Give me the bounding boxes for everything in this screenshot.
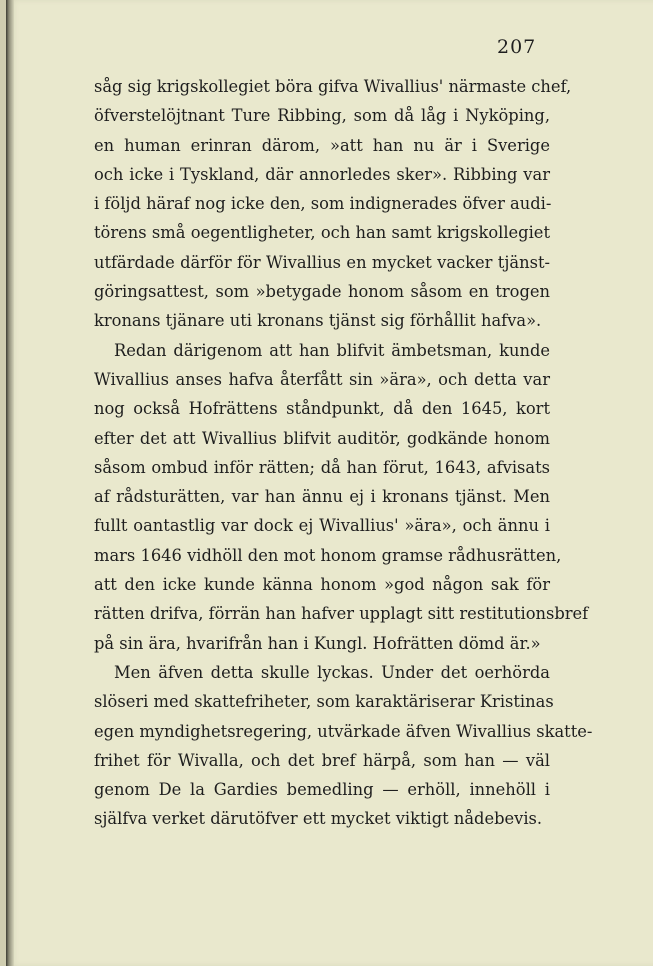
- text-line: utfärdade därför för Wivallius en mycket vacker tjänst-: [94, 252, 550, 272]
- text-line: mars 1646 vidhöll den mot honom gramse rådhusrätten,: [94, 545, 562, 565]
- text-line: fullt oantastlig var dock ej Wivallius' »ära», och ännu i: [94, 516, 550, 536]
- text-line: i följd häraf nog icke den, som indignerades öfver audi-: [94, 194, 552, 214]
- text-line: en human erinran därom, »att han nu är i Sverige: [94, 135, 550, 155]
- text-line: efter det att Wivallius blifvit auditör, godkände honom: [94, 428, 550, 448]
- text-line: såg sig krigskollegiet böra gifva Wivallius' närmaste chef,: [94, 77, 572, 96]
- text-line: såsom ombud inför rätten; då han förut, 1643, afvisats: [94, 457, 550, 477]
- text-line: nog också Hofrättens ståndpunkt, då den 1645, kort: [94, 399, 550, 419]
- text-line: Redan därigenom att han blifvit ämbetsman, kunde: [114, 340, 550, 360]
- text-line: att den icke kunde känna honom »god någon sak för: [94, 575, 550, 595]
- text-line: själfva verket därutöfver ett mycket viktigt nådebevis.: [94, 809, 543, 829]
- text-line: kronans tjänare uti kronans tjänst sig förhållit hafva».: [94, 311, 542, 331]
- text-line: och icke i Tyskland, där annorledes sker». Ribbing var: [94, 164, 550, 184]
- text-line: egen myndighetsregering, utvärkade äfven Wivallius skatte-: [94, 721, 593, 741]
- text-line: Men äfven detta skulle lyckas. Under det oerhörda: [114, 662, 550, 682]
- text-line: törens små oegentligheter, och han samt krigskollegiet: [94, 223, 550, 243]
- page-binding-edge: [6, 0, 14, 966]
- text-line: göringsattest, som »betygade honom såsom en trogen: [94, 282, 550, 302]
- text-line: af rådsturätten, var han ännu ej i kronans tjänst. Men: [94, 487, 550, 507]
- text-line: på sin ära, hvarifrån han i Kungl. Hofrätten dömd är.»: [94, 633, 541, 653]
- text-line: Wivallius anses hafva återfått sin »ära», och detta var: [94, 369, 550, 389]
- book-page: [6, 0, 653, 966]
- page-number: 207: [497, 36, 537, 58]
- body-text: [94, 72, 593, 834]
- text-line: rätten drifva, förrän han hafver upplagt sitt restitutionsbref: [94, 604, 589, 624]
- text-line: slöseri med skattefriheter, som karaktäriserar Kristinas: [94, 692, 554, 712]
- text-line: frihet för Wivalla, och det bref härpå, som han — väl: [94, 750, 550, 770]
- text-line: öfverstelöjtnant Ture Ribbing, som då låg i Nyköping,: [94, 106, 550, 126]
- text-line: genom De la Gardies bemedling — erhöll, innehöll i: [94, 780, 550, 800]
